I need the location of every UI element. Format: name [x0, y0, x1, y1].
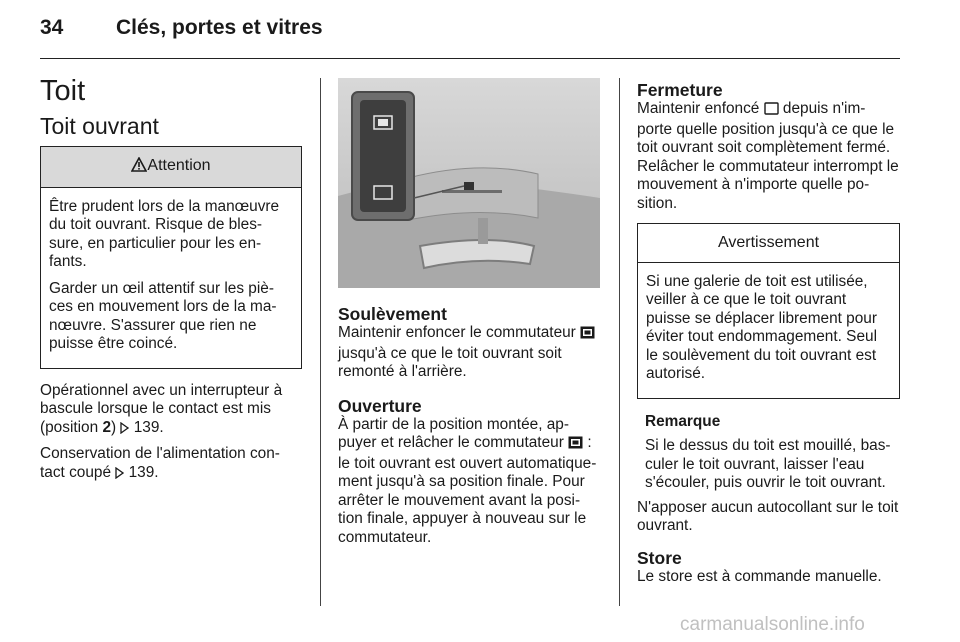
- warning-box: [637, 223, 900, 399]
- text-run: jusqu'à ce que le toit ouvrant soit remonté à l'arrière.: [338, 344, 562, 380]
- position-number: 2: [102, 418, 112, 436]
- header-rule: [40, 58, 900, 59]
- remark-text: Si le dessus du toit est mouillé, bas-culer le toit ouvrant, laisser l'eau s'écouler, puis ouvrir le toit ouvrant.: [645, 437, 891, 491]
- chapter-title: Clés, portes et vitres: [116, 16, 323, 39]
- text-run: À partir de la position montée, ap-puyer et relâcher le commutateur: [338, 415, 569, 451]
- paragraph-store: Le store est à commande manuelle.: [637, 567, 882, 585]
- text-run: Maintenir enfoncer le commutateur: [338, 324, 581, 341]
- warning-text: Si une galerie de toit est utilisée, veiller à ce que le toit ouvrant puisse se déplacer librement pour éviter tout endommagement. Seul le soulèvement du toit ouvrant est autorisé.: [646, 272, 877, 382]
- paragraph-fermeture: [637, 100, 900, 213]
- paragraph-ouverture: [338, 416, 604, 548]
- sunroof-tilt-icon: [580, 326, 595, 345]
- page-header: [40, 16, 900, 56]
- text-run: Maintenir enfoncé: [637, 100, 764, 117]
- watermark: carmanualsonline.info: [680, 614, 865, 635]
- heading-soulevement: Soulèvement: [338, 304, 447, 324]
- paragraph-operation: [40, 382, 302, 440]
- heading-fermeture: Fermeture: [637, 80, 723, 100]
- attention-header: [41, 147, 301, 188]
- attention-box: [40, 146, 302, 369]
- column-divider-2: [619, 78, 620, 606]
- sunroof-tilt-icon: [568, 436, 583, 455]
- attention-label: Attention: [147, 157, 211, 174]
- warning-triangle-icon: [131, 157, 147, 178]
- warning-header: Avertissement: [638, 224, 899, 263]
- page-ref-arrow-icon: [120, 421, 129, 440]
- text-run: depuis n'im-porte quelle position jusqu'à ce que le toit ouvrant soit complètement fermé. Relâcher le commutateur interrompt le mouvement à n'importe quelle po-sition.: [637, 100, 899, 212]
- column-2: [338, 304, 604, 553]
- page-reference[interactable]: 139.: [133, 418, 164, 436]
- heading-ouverture: Ouverture: [338, 395, 422, 416]
- remark-block: [637, 413, 900, 493]
- sunroof-switch-photo: [338, 78, 600, 288]
- remark-title: Remarque: [645, 412, 721, 430]
- attention-text-1: Être prudent lors de la manœuvre du toit ouvrant. Risque de bles-sure, en particulier pour les en-fants.: [49, 197, 280, 270]
- paragraph-power: [40, 445, 302, 484]
- text-run: Conservation de l'alimentation con-tact coupé: [40, 445, 280, 481]
- page-reference[interactable]: 139.: [128, 463, 159, 481]
- text-run: Opérationnel avec un interrupteur à bascule lorsque le contact est mis (position: [40, 381, 283, 436]
- text-run: ): [111, 418, 121, 436]
- section-subtitle: Toit ouvrant: [40, 113, 159, 139]
- sunroof-close-icon: [764, 102, 779, 121]
- column-3: [637, 80, 900, 592]
- paragraph-soulevement: [338, 324, 604, 382]
- page-number: 34: [40, 16, 64, 39]
- text-run: : le toit ouvrant est ouvert automatique-ment jusqu'à sa position finale. Pour arrêter le mouvement avant la posi-tion finale, appuyer à nouveau sur le commutateur.: [338, 434, 597, 546]
- column-1: [40, 64, 302, 490]
- warning-body: [638, 263, 899, 398]
- section-title: Toit: [40, 75, 86, 107]
- page-ref-arrow-icon: [115, 466, 124, 485]
- attention-text-2: Garder un œil attentif sur les piè-ces en mouvement lors de la ma-nœuvre. S'assurer que rien ne puisse être coincé.: [49, 279, 277, 352]
- paragraph-autocollant: N'apposer aucun autocollant sur le toit ouvrant.: [637, 498, 899, 534]
- heading-store: Store: [637, 547, 682, 568]
- attention-body: [41, 188, 301, 368]
- column-divider-1: [320, 78, 321, 606]
